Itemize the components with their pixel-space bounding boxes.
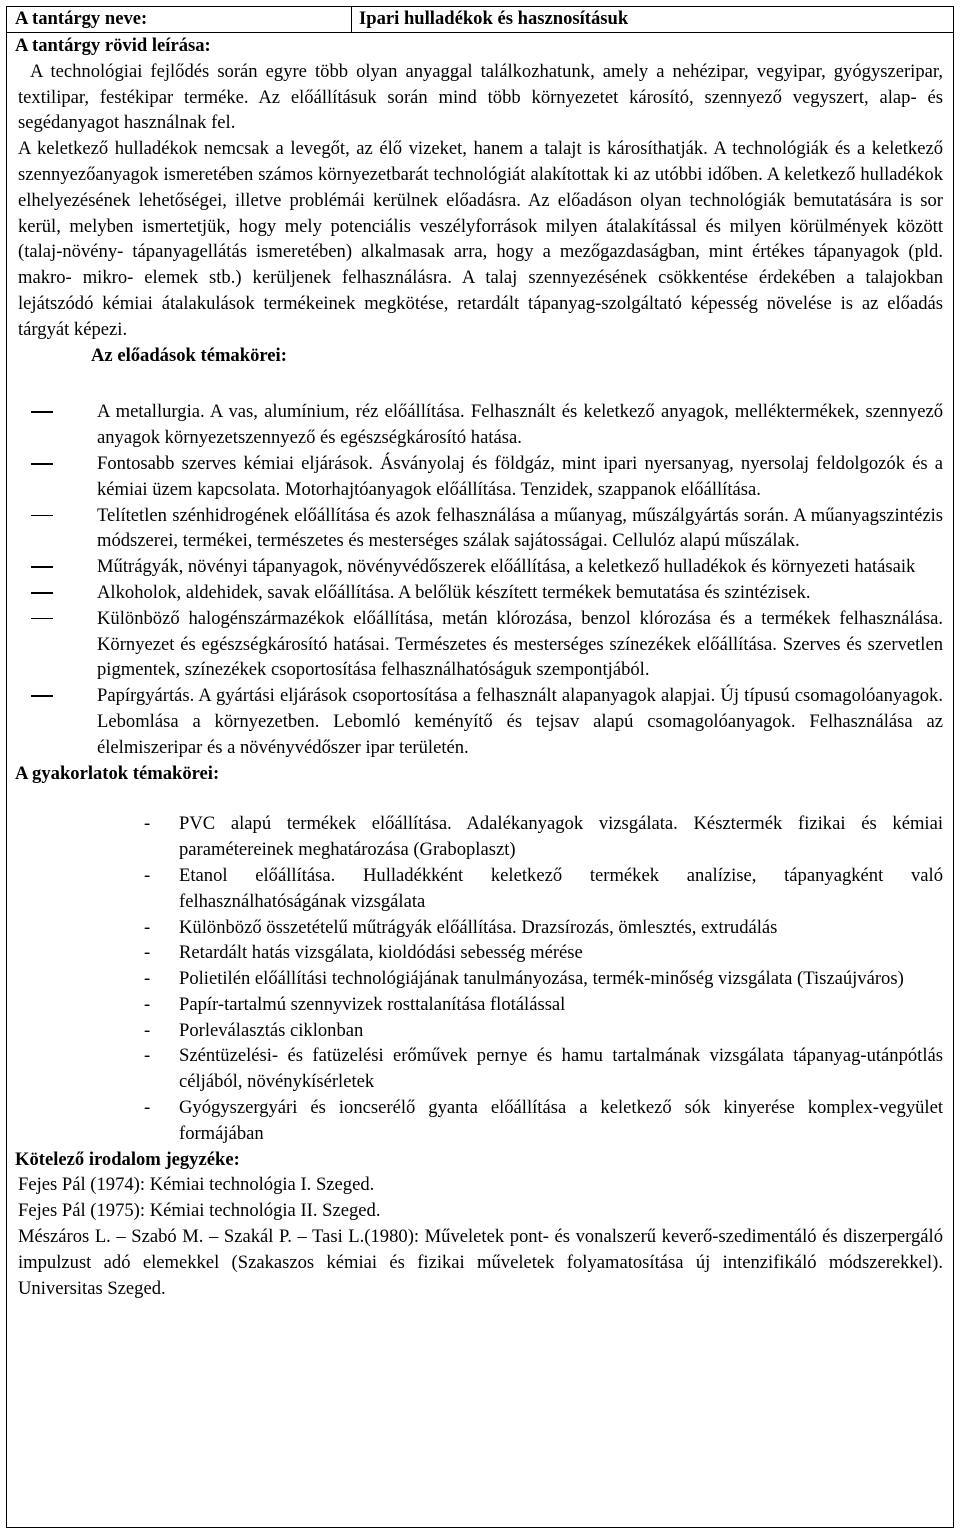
description-paragraph: A technológiai fejlődés során egyre több olyan anyaggal találkozhatunk, amely a nehézipar, vegyipar, gyógyszeripar, textilipar, festékipar terméke. Az előállításuk során mind több környezetet károsító, szennyező vegyszert, alap- és segédanyagot használnak fel.: [18, 60, 943, 134]
lecture-topic: Telítetlen szénhidrogének előállítása és azok felhasználása a műanyag, műszálgyártás során. A műanyagszintézis módszerei, termékei, természetes és mesterséges szálak sajátosságai. Cellulóz alapú műszálak.: [97, 503, 943, 555]
practice-topic: - Gyógyszergyári és ioncserélő gyanta előállítása a keletkező sók kinyerése komplex-vegyület formájában: [144, 1097, 943, 1144]
dash-bullet-icon: [31, 515, 53, 517]
dash-bullet-icon: [31, 463, 53, 465]
literature-item: Mészáros L. – Szabó M. – Szakál P. – Tasi L.(1980): Műveletek pont- és vonalszerű keverő-szedimentáló és diszerpergáló impulzust adó elemekkel (Szakaszos kémiai és fizikai műveletek folyamatosítása új intenzifikáló módszerekkel). Universitas Szeged.: [18, 1226, 943, 1299]
course-name-label: A tantárgy neve:: [15, 8, 148, 29]
practice-topic: - Polietilén előállítási technológiájának tanulmányozása, termék-minőség vizsgálata (Tiszaújváros): [179, 966, 943, 992]
practice-topic: - Etanol előállítása. Hulladékként keletkező termékek analízise, tápanyagként való felhasználhatóságának vizsgálata: [144, 864, 943, 912]
lecture-topic: Alkoholok, aldehidek, savak előállítása. A belőlük készített termékek bemutatása és szintézisek.: [97, 580, 943, 606]
course-title-row: [7, 7, 953, 33]
course-name: Ipari hulladékok és hasznosításuk: [359, 8, 629, 29]
practice-topic: - PVC alapú termékek előállítása. Adalékanyagok vizsgálata. Késztermék fizikai és kémiai paramétereinek meghatározása (Graboplaszt): [144, 813, 943, 861]
dash-bullet-icon: [31, 695, 53, 697]
practice-label: A gyakorlatok témakörei:: [15, 762, 220, 784]
hyphen-bullet-icon: -: [144, 916, 151, 938]
description-paragraph: A keletkező hulladékok nemcsak a levegőt, az élő vizeket, hanem a talajt is károsíthatják. A technológiák és a keletkező szennyezőanyagok ismeretében számos környezetbarát technológiát alakítottak ki az utóbbi időben. A keletkező hulladékok elhelyezésének lehetőségei, illetve problémái kerülnek előadásra. Az előadáson olyan technológiák bemutatására is sor kerül, melyben ismertetjük, hogy mely potenciális veszélyforrások milyen átalakítással és milyen körülmények között (talaj-növény- tápanyagellátás ismeretében) alkalmasak arra, hogy a mezőgazdaságban, mint értékes tápanyagok (pld. makro- mikro- elemek stb.) kerüljenek felhasználásra. A talaj szennyezésének csökkentése érdekében a talajokban lejátszódó kémiai átalakulások termékeinek megkötése, retardált tápanyag-szolgáltató képesség növelése is az előadás tárgyát képezi.: [18, 138, 943, 340]
practice-topic: - Porleválasztás ciklonban: [179, 1018, 943, 1044]
hyphen-bullet-icon: -: [144, 1045, 151, 1067]
title-divider: [351, 7, 352, 32]
practice-topics-list: [7, 811, 953, 1146]
hyphen-bullet-icon: -: [144, 1097, 151, 1119]
literature-label: Kötelező irodalom jegyzéke:: [15, 1148, 240, 1170]
lectures-heading: Az előadások témakörei:: [91, 344, 287, 366]
description: [7, 59, 953, 343]
hyphen-bullet-icon: -: [144, 942, 151, 964]
practice-topic: - Papír-tartalmú szennyvizek rosttalanítása flotálással: [179, 992, 943, 1018]
lecture-topic: Fontosabb szerves kémiai eljárások. Ásványolaj és földgáz, mint ipari nyersanyag, nyersolaj feldolgozók és a kémiai üzem kapcsolata. Motorhajtóanyagok előállítása. Tenzidek, szappanok előállítása.: [97, 451, 943, 503]
literature-item: Fejes Pál (1975): Kémiai technológia II. Szeged.: [18, 1200, 381, 1222]
description-label: A tantárgy rövid leírása:: [15, 35, 211, 56]
course-body: [7, 33, 953, 1301]
hyphen-bullet-icon: -: [144, 864, 151, 886]
lecture-topic: Műtrágyák, növényi tápanyagok, növényvédőszerek előállítása, a keletkező hulladékok és környezeti hatásaik: [97, 554, 943, 580]
lecture-topic: A metallurgia. A vas, alumínium, réz előállítása. Felhasznált és keletkező anyagok, melléktermékek, szennyező anyagok környezetszennyező és egészségkárosító hatása.: [97, 399, 943, 451]
dash-bullet-icon: [31, 592, 53, 594]
course-sheet: [6, 6, 954, 1528]
lecture-topics-list: [7, 399, 953, 760]
practice-topic: - Széntüzelési- és fatüzelési erőművek pernye és hamu tartalmának vizsgálata tápanyag-utánpótlás céljából, növénykísérletek: [144, 1045, 943, 1093]
hyphen-bullet-icon: -: [144, 993, 151, 1015]
dash-bullet-icon: [31, 566, 53, 568]
literature-item: Fejes Pál (1974): Kémiai technológia I. Szeged.: [18, 1174, 375, 1196]
lecture-topic: Különböző halogénszármazékok előállítása, metán klórozása, benzol klórozása és a termékek felhasználása. Környezet és egészségkárosító hatásai. Természetes és mesterséges színezékek előállítása. Szerves és szervetlen pigmentek, színezékek csoportosítása felhasználhatóságuk szempontjából.: [97, 606, 943, 683]
lecture-topic: Papírgyártás. A gyártási eljárások csoportosítása a felhasznált alapanyagok alapjai. Új típusú csomagolóanyagok. Lebomlása a környezetben. Lebomló keményítő és tejsav alapú csomagolóanyagok. Felhasználása az élelmiszeripar és a növényvédőszer ipar területén.: [97, 683, 943, 760]
dash-bullet-icon: [31, 618, 53, 620]
dash-bullet-icon: [31, 411, 53, 413]
hyphen-bullet-icon: -: [144, 1019, 151, 1041]
hyphen-bullet-icon: -: [144, 813, 151, 835]
practice-topic: - Retardált hatás vizsgálata, kioldódási sebesség mérése: [179, 940, 943, 966]
literature-list: [7, 1172, 953, 1301]
hyphen-bullet-icon: -: [144, 968, 151, 990]
practice-topic: - Különböző összetételű műtrágyák előállítása. Drazsírozás, ömlesztés, extrudálás: [179, 915, 943, 941]
